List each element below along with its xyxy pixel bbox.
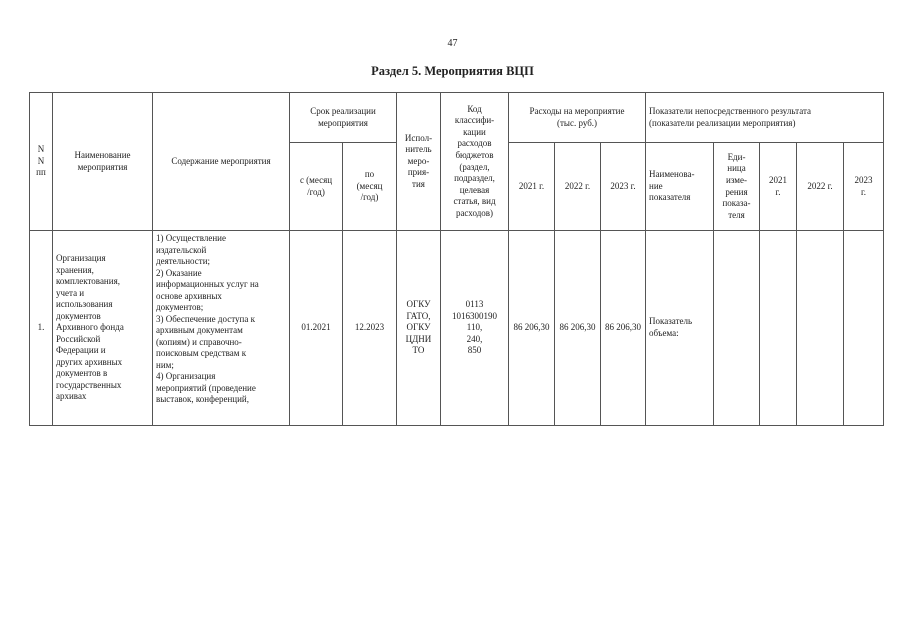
- row-expense-2022: 86 206,30: [555, 231, 601, 426]
- row-name: Организация хранения, комплектования, учета и использования документов Архивного фонда Российской Федерации и других архивных документов в государственных архивах: [53, 231, 153, 426]
- row-indicator-unit: [714, 231, 760, 426]
- header-indicators: Показатели непосредственного результата (показатели реализации мероприятия): [646, 93, 884, 143]
- header-executor: Испол- нитель меро- прия- тия: [397, 93, 441, 231]
- header-term-from: с (месяц /год): [290, 143, 343, 231]
- header-indicator-name: Наименова- ние показателя: [646, 143, 714, 231]
- row-num: 1.: [30, 231, 53, 426]
- row-term-to: 12.2023: [343, 231, 397, 426]
- row-indicator-2021: [760, 231, 797, 426]
- header-expense-2022: 2022 г.: [555, 143, 601, 231]
- row-expense-2023: 86 206,30: [601, 231, 646, 426]
- measures-table: [29, 92, 884, 426]
- header-indicator-2023: 2023 г.: [844, 143, 884, 231]
- header-indicator-2022: 2022 г.: [797, 143, 844, 231]
- header-budget-code: Код классифи- кации расходов бюджетов (раздел, подраздел, целевая статья, вид расходов): [441, 93, 509, 231]
- row-term-from: 01.2021: [290, 231, 343, 426]
- row-budget-code: 0113 1016300190 110, 240, 850: [441, 231, 509, 426]
- header-num: N N пп: [30, 93, 53, 231]
- header-indicator-unit: Еди- ница изме- рения показа- теля: [714, 143, 760, 231]
- header-indicator-2021: 2021 г.: [760, 143, 797, 231]
- header-expense-2021: 2021 г.: [509, 143, 555, 231]
- row-indicator-2022: [797, 231, 844, 426]
- header-term-to: по (месяц /год): [343, 143, 397, 231]
- header-row-1: [30, 93, 884, 143]
- header-expense-2023: 2023 г.: [601, 143, 646, 231]
- row-expense-2021: 86 206,30: [509, 231, 555, 426]
- page-number: 47: [447, 38, 458, 49]
- header-content: Содержание мероприятия: [153, 93, 290, 231]
- header-term: Срок реализации мероприятия: [290, 93, 397, 143]
- section-title: Раздел 5. Мероприятия ВЦП: [371, 64, 534, 78]
- row-indicator-name: Показатель объема:: [646, 231, 714, 426]
- row-content: 1) Осуществление издательской деятельности; 2) Оказание информационных услуг на основе архивных документов; 3) Обеспечение доступа к архивным документам (копиям) и справочно- поисковым средствам к ним; 4) Организация мероприятий (проведение выставок, конференций,: [153, 231, 290, 426]
- header-expenses: Расходы на мероприятие (тыс. руб.): [509, 93, 646, 143]
- table-row: [30, 231, 884, 426]
- row-executor: ОГКУ ГАТО, ОГКУ ЦДНИ ТО: [397, 231, 441, 426]
- header-name: Наименование мероприятия: [53, 93, 153, 231]
- row-indicator-2023: [844, 231, 884, 426]
